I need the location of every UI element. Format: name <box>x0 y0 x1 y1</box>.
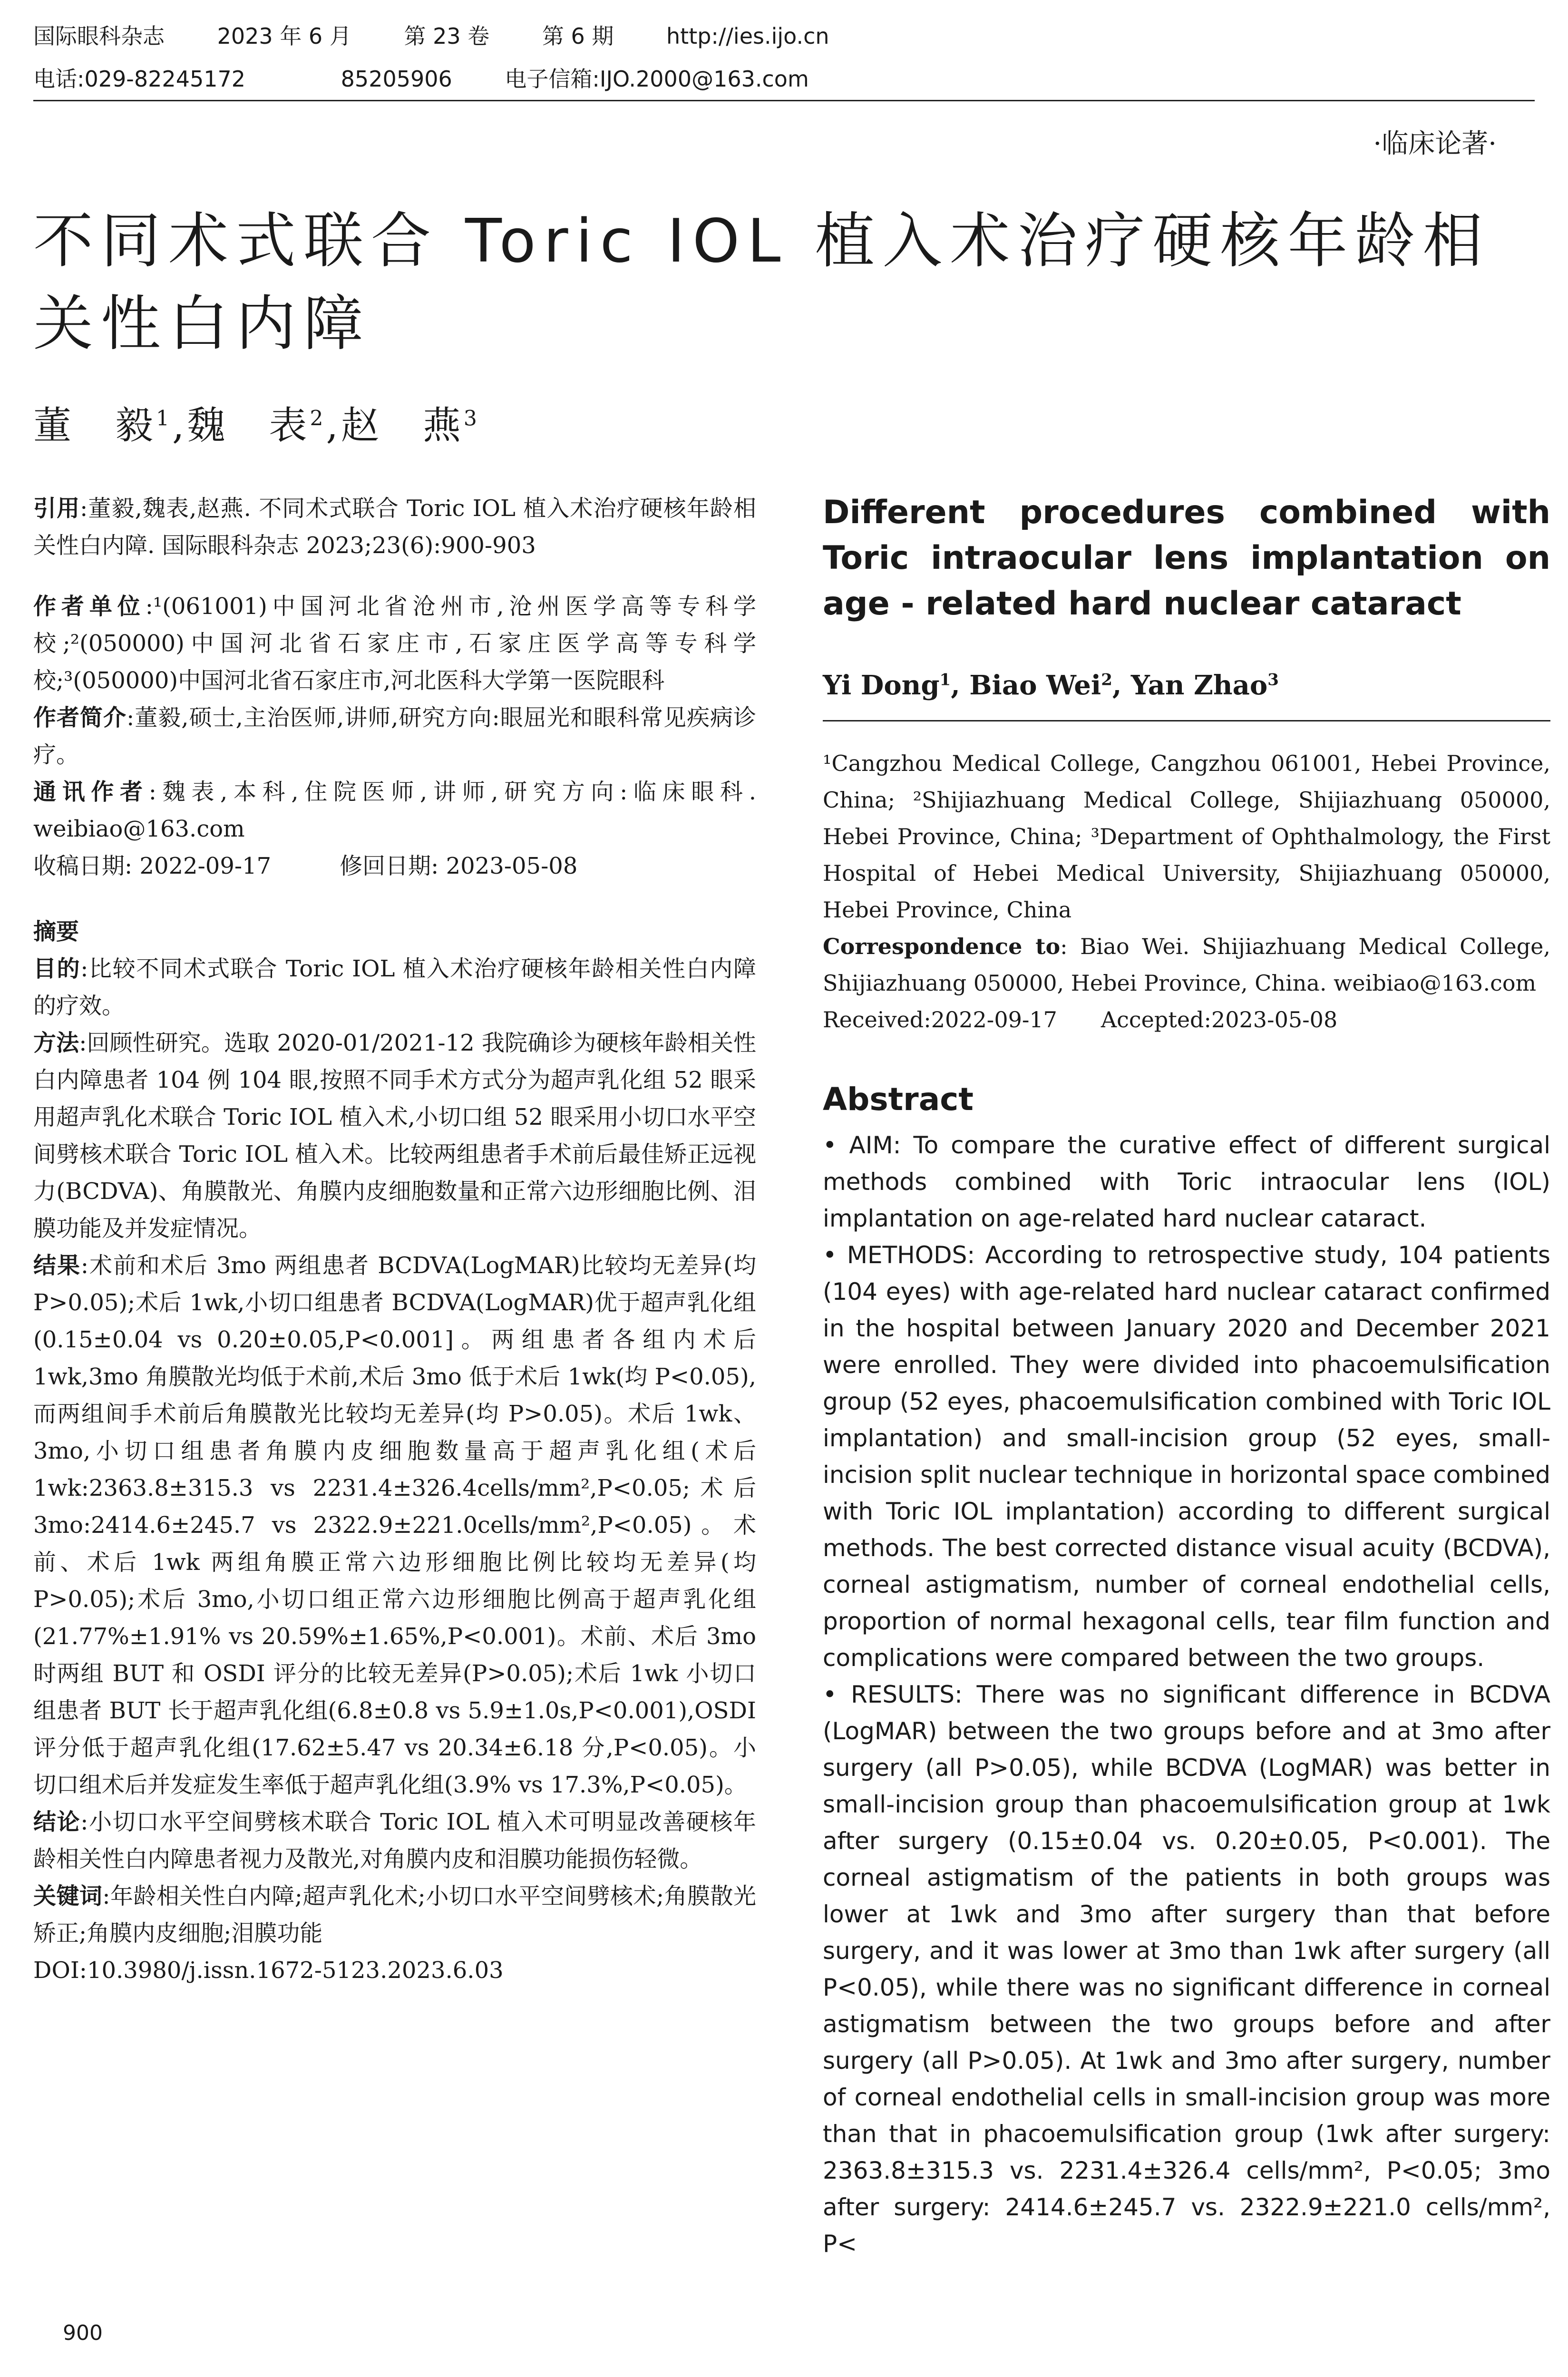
abstract-label: 摘要 <box>33 918 79 945</box>
affiliation-zh <box>33 588 756 699</box>
citation-text: :董毅,魏表,赵燕. 不同术式联合 Toric IOL 植入术治疗硬核年龄相关性白内障. 国际眼科杂志 2023;23(6):900-903 <box>33 495 756 559</box>
right-column <box>823 490 1550 2262</box>
abstract-conclusion <box>33 1803 756 1878</box>
abstract-aim-en: • AIM: To compare the curative effect of different surgical methods combined with Toric intraocular lens (IOL) implantation on age-related hard nuclear cataract. <box>823 1131 1550 1232</box>
header-rule <box>33 100 1535 101</box>
author-sup: 1 <box>156 406 172 431</box>
abstract-result <box>33 1247 756 1803</box>
author-sup-en: 3 <box>1267 670 1279 690</box>
keywords <box>33 1878 756 1952</box>
authors-en: Yi Dong$^1$, Biao Wei$^2$, Yan Zhao$^3$ <box>823 670 1279 701</box>
keywords-label: 关键词 <box>33 1883 103 1909</box>
bio-text: :董毅,硕士,主治医师,讲师,研究方向:眼屈光和眼科常见疾病诊疗。 <box>33 704 756 768</box>
abstract-methods-en: • METHODS: According to retrospective study, 104 patients (104 eyes) with age-related hard nuclear cataract confirmed in the hospital between January 2020 and December 2021 were enrolled. They were divided into phacoemulsification group (52 eyes, phacoemulsification combined with Toric IOL implantation) and small-incision group (52 eyes, small-incision split nuclear technique in horizontal space combined with Toric IOL implantation) according to different surgical methods. The best corrected distance visual acuity (BCDVA), corneal astigmatism, number of corneal endothelial cells, proportion of normal hexagonal cells, tear film function and complications were compared between the two groups. <box>823 1241 1550 1672</box>
author-sup: 3 <box>463 406 480 431</box>
keywords-text: :年龄相关性白内障;超声乳化术;小切口水平空间劈核术;角膜散光矫正;角膜内皮细胞;泪膜功能 <box>33 1883 756 1947</box>
author-name: 赵 燕 <box>341 403 464 448</box>
author-sup: 2 <box>310 406 326 431</box>
aim-label: 目的 <box>33 955 81 982</box>
author-sup-en: 2 <box>1101 670 1112 690</box>
left-column <box>33 490 756 1989</box>
citation-label: 引用 <box>33 495 80 522</box>
affiliation-label: 作者单位 <box>33 593 146 620</box>
running-header <box>33 19 875 50</box>
corr-text: :魏表,本科,住院医师,讲师,研究方向:临床眼科. weibiao@163.com <box>33 779 756 842</box>
corresponding-author <box>33 773 756 848</box>
phone-alt: 85205906 <box>341 66 452 92</box>
citation <box>33 490 756 564</box>
correspondence-label: Correspondence to <box>823 934 1061 959</box>
english-title: Different procedures combined with Toric intraocular lens implantation on age - related hard nuclear cataract <box>823 494 1550 623</box>
result-label: 结果 <box>33 1252 81 1279</box>
affiliation-text: :¹(061001)中国河北省沧州市,沧州医学高等专科学校;²(050000)中国河北省石家庄市,石家庄医学高等专科学校;³(050000)中国河北省石家庄市,河北医科大学第一医院眼科 <box>33 593 756 694</box>
received-dates: 收稿日期: 2022-09-17 修回日期: 2023-05-08 <box>33 853 578 879</box>
abstract-method <box>33 1024 756 1247</box>
method-label: 方法 <box>33 1030 79 1056</box>
issue-date: 2023 年 6 月 <box>217 23 351 49</box>
section-tag: ·临床论著· <box>1373 128 1497 159</box>
correspondence-text: : Biao Wei. Shijiazhuang Medical College, Shijiazhuang 050000, Hebei Province, China. weibiao@163.com <box>823 934 1551 996</box>
article-title: 不同术式联合 Toric IOL 植入术治疗硬核年龄相关性白内障 <box>33 206 1490 359</box>
conclusion-text: :小切口水平空间劈核术联合 Toric IOL 植入术可明显改善硬核年龄相关性白内障患者视力及散光,对角膜内皮和泪膜功能损伤轻微。 <box>33 1809 756 1872</box>
contact-header <box>33 62 855 93</box>
abstract-heading-zh <box>33 913 756 950</box>
volume: 第 23 卷 <box>404 23 490 49</box>
author-name-en: Yi Dong <box>823 670 940 701</box>
bio-label: 作者简介 <box>33 704 127 731</box>
issue: 第 6 期 <box>542 23 614 49</box>
correspondence-en <box>823 928 1550 1002</box>
journal-url[interactable]: http://ies.ijo.cn <box>666 23 829 49</box>
journal-name: 国际眼科杂志 <box>33 23 165 49</box>
abstract-heading-en: Abstract <box>823 1081 974 1118</box>
method-text: :回顾性研究。选取 2020-01/2021-12 我院确诊为硬核年龄相关性白内障患者 104 例 104 眼,按照不同手术方式分为超声乳化组 52 眼采用超声乳化术联合 Toric IOL 植入术,小切口组 52 眼采用小切口水平空间劈核术联合 Toric IOL 植入术。比较两组患者手术前后最佳矫正远视力(BCDVA)、角膜散光、角膜内皮细胞数量和正常六边形细胞比例、泪膜功能及并发症情况。 <box>33 1030 756 1242</box>
author-name-en: Biao Wei <box>969 670 1101 701</box>
author-name-en: Yan Zhao <box>1130 670 1268 701</box>
page-number: 900 <box>63 2321 103 2345</box>
author-name: 魏 表 <box>187 403 310 448</box>
corr-label: 通讯作者 <box>33 779 149 805</box>
author-sup-en: 1 <box>939 670 951 690</box>
abstract-aim <box>33 950 756 1024</box>
affiliation-en: ¹Cangzhou Medical College, Cangzhou 061001, Hebei Province, China; ²Shijiazhuang Medical College, Shijiazhuang 050000, Hebei Province, China; ³Department of Ophthalmology, the First Hospital of Hebei Medical University, Shijiazhuang 050000, Hebei Province, China <box>823 750 1550 923</box>
abstract-results-en: • RESULTS: There was no significant difference in BCDVA (LogMAR) between the two groups before and at 3mo after surgery (all P>0.05), while BCDVA (LogMAR) was better in small-incision group than phacoemulsification group at 1wk after surgery (0.15±0.04 vs. 0.20±0.05, P<0.001). The corneal astigmatism of the patients in both groups was lower at 1wk and 3mo after surgery than that before surgery, and it was lower at 3mo than 1wk after surgery (all P<0.05), while there was no significant difference in corneal astigmatism between the two groups before and after surgery (all P>0.05). At 1wk and 3mo after surgery, number of corneal endothelial cells in small-incision group was more than that in phacoemulsification group (1wk after surgery: 2363.8±315.3 vs. 2231.4±326.4 cells/mm², P<0.05; 3mo after surgery: 2414.6±245.7 vs. 2322.9±221.0 cells/mm², P< <box>823 1681 1550 2258</box>
received-accepted: Received:2022-09-17 Accepted:2023-05-08 <box>823 1007 1338 1033</box>
result-text: :术前和术后 3mo 两组患者 BCDVA(LogMAR)比较均无差异(均 P>0.05);术后 1wk,小切口组患者 BCDVA(LogMAR)优于超声乳化组(0.15±0.04 vs 0.20±0.05,P<0.001]。两组患者各组内术后 1wk,3mo 角膜散光均低于术前,术后 3mo 低于术后 1wk(均 P<0.05),而两组间手术前后角膜散光比较均无差异(均 P>0.05)。术后 1wk、3mo,小切口组患者角膜内皮细胞数量高于超声乳化组(术后 1wk:2363.8±315.3 vs 2231.4±326.4cells/mm²,P<0.05;术后 3mo:2414.6±245.7 vs 2322.9±221.0cells/mm²,P<0.05)。术前、术后 1wk 两组角膜正常六边形细胞比例比较均无差异(均 P>0.05);术后 3mo,小切口组正常六边形细胞比例高于超声乳化组(21.77%±1.91% vs 20.59%±1.65%,P<0.001)。术前、术后 3mo 时两组 BUT 和 OSDI 评分的比较无差异(P>0.05);术后 1wk 小切口组患者 BUT 长于超声乳化组(6.8±0.8 vs 5.9±1.0s,P<0.001),OSDI 评分低于超声乳化组(17.62±5.47 vs 20.34±6.18 分,P<0.05)。小切口组术后并发症发生率低于超声乳化组(3.9% vs 17.3%,P<0.05)。 <box>33 1252 756 1798</box>
author-name: 董 毅 <box>33 403 156 448</box>
doi[interactable]: DOI:10.3980/j.issn.1672-5123.2023.6.03 <box>33 1957 504 1984</box>
author-bio <box>33 699 756 773</box>
aim-text: :比较不同术式联合 Toric IOL 植入术治疗硬核年龄相关性白内障的疗效。 <box>33 955 756 1019</box>
conclusion-label: 结论 <box>33 1809 81 1835</box>
english-rule <box>823 720 1550 721</box>
email[interactable]: 电子信箱:IJO.2000@163.com <box>505 66 809 92</box>
authors-zh: 董 毅$^1$,魏 表$^2$,赵 燕$^3$ <box>33 403 480 448</box>
phone: 电话:029-82245172 <box>33 66 246 92</box>
